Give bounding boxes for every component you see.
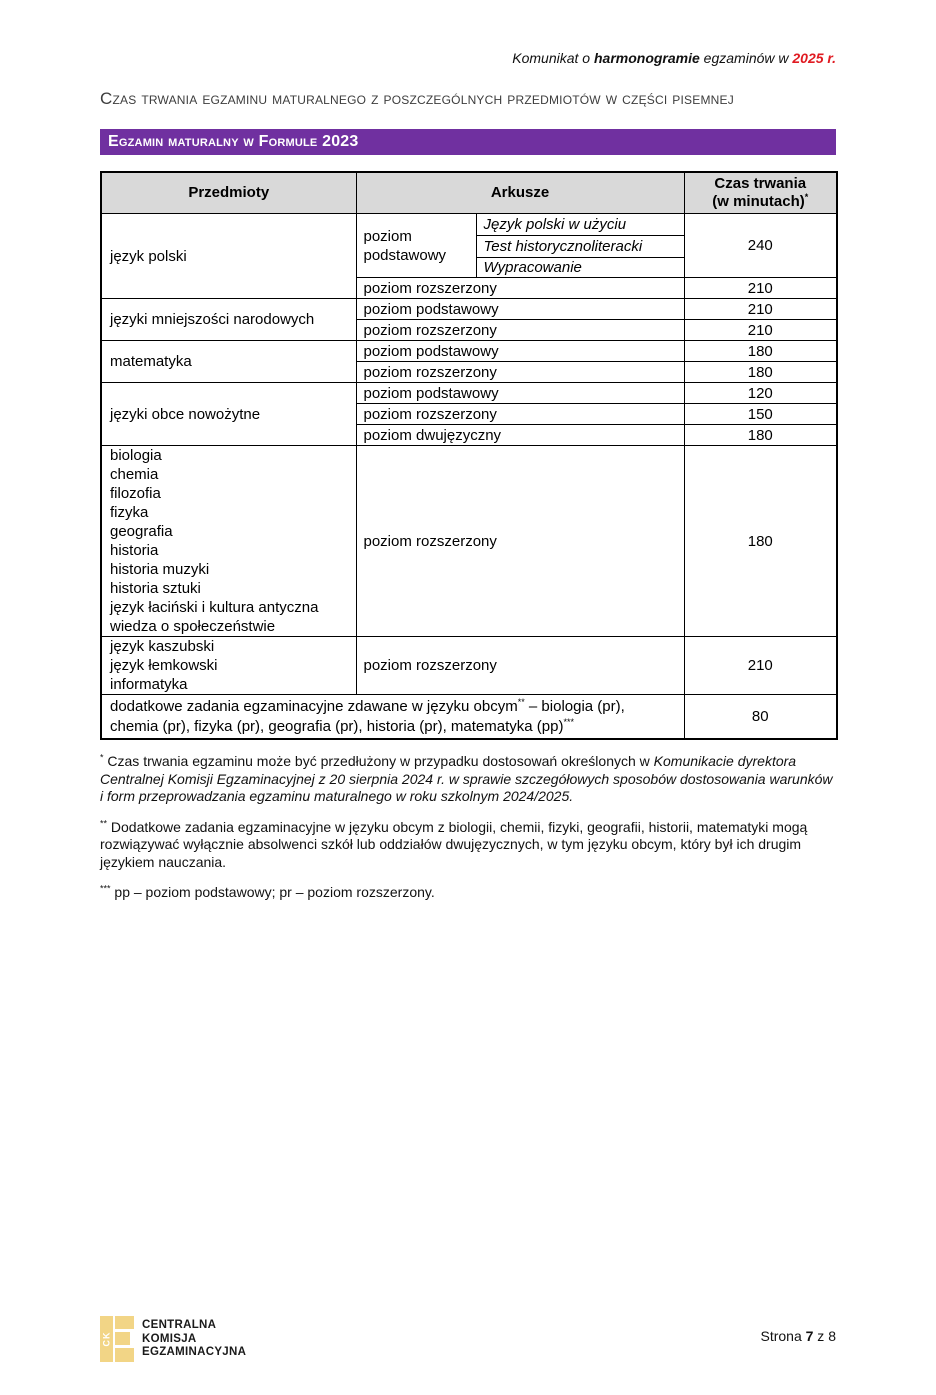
subject-cell: języki mniejszości narodowych: [101, 299, 356, 341]
subject-line: historia sztuki: [110, 580, 201, 597]
cke-org-line1: CENTRALNA: [142, 1319, 217, 1331]
time-cell: 240: [684, 214, 837, 278]
level-cell: poziom rozszerzony: [356, 446, 684, 637]
additional-tasks-text: dodatkowe zadania egzaminacyjne zdawane w języku obcym: [110, 698, 518, 715]
subject-cell: języki obce nowożytne: [101, 383, 356, 446]
col-header-time-line1: Czas trwania: [714, 175, 807, 192]
header-note: [100, 50, 836, 66]
col-header-time: [684, 172, 837, 214]
footnote-3-text: pp – poziom podstawowy; pr – poziom rozszerzony.: [110, 884, 435, 900]
subject-line: wiedza o społeczeństwie: [110, 618, 276, 635]
formula-banner: Egzamin maturalny w Formule 2023: [100, 129, 836, 155]
table-row: [101, 299, 837, 320]
footnote-2-text: Dodatkowe zadania egzaminacyjne w języku obcym z biologii, chemii, fizyki, geografii, historii, matematyki mogą rozwiązywać wyłącznie absolwenci szkół lub oddziałów dwujęzycznych, w tym języku obcym, który był ich drugim językiem nauczania.: [100, 818, 808, 870]
table-row: [101, 341, 837, 362]
footnotes: [100, 753, 836, 902]
additional-tasks-text2: – biologia (pr), chemia (pr), fizyka (pr), geografia (pr), historia (pr), matematyka (pp): [110, 698, 625, 735]
time-cell: 150: [684, 404, 837, 425]
footnote-1-text: Czas trwania egzaminu może być przedłużony w przypadku dostosowań określonych w: [103, 753, 654, 769]
header-note-year: 2025 r.: [792, 50, 836, 66]
footnote-mark: *: [100, 752, 104, 763]
level-cell: poziom podstawowy: [356, 383, 684, 404]
time-cell: 210: [684, 320, 837, 341]
sheet-cell: Język polski w użyciu: [476, 214, 684, 236]
time-cell: 180: [684, 446, 837, 637]
header-note-bold: harmonogramie: [593, 50, 700, 66]
page-number-suffix: z 8: [813, 1328, 836, 1344]
footnote-2: [100, 819, 836, 872]
level-cell: poziom rozszerzony: [356, 404, 684, 425]
footnote-1-italic: Komunikacie dyrektora Centralnej Komisji Egzaminacyjnej z 20 sierpnia 2024 r. w sprawie szczegółowych sposobów dostosowania warunków i form przeprowadzania egzaminu maturalnego w roku szkolnym 2024/2025.: [100, 753, 833, 804]
table-row: [101, 637, 837, 695]
subject-line: informatyka: [110, 676, 188, 693]
cke-logo-ck-bar: CK: [100, 1316, 113, 1362]
subject-cell: matematyka: [101, 341, 356, 383]
footnote-mark: ***: [563, 716, 574, 727]
header-note-text2: egzaminów w: [699, 50, 793, 66]
subject-line: filozofia: [110, 485, 161, 502]
cke-org-line2: KOMISJA: [142, 1332, 197, 1345]
footnote-3: [100, 884, 836, 902]
table-row: [101, 214, 837, 236]
level-cell: poziom podstawowy: [356, 341, 684, 362]
level-cell: poziom dwujęzyczny: [356, 425, 684, 446]
subject-line: język łemkowski: [110, 657, 218, 674]
page-footer: [100, 1316, 836, 1362]
time-cell: 180: [684, 425, 837, 446]
cke-org-line3: EGZAMINACYJNA: [142, 1346, 247, 1358]
level-cell: poziom rozszerzony: [356, 637, 684, 695]
footnote-mark: *: [804, 192, 809, 202]
col-header-time-line2: (w minutach): [712, 193, 805, 210]
table-row: [101, 383, 837, 404]
cke-logo-e-bar-bottom: [115, 1348, 134, 1362]
level-cell: poziom rozszerzony: [356, 278, 684, 299]
footnote-1: [100, 753, 836, 806]
table-row: [101, 446, 837, 637]
subject-line: biologia: [110, 447, 162, 464]
time-cell: 180: [684, 362, 837, 383]
subject-group-cell: [101, 637, 356, 695]
col-header-subjects: Przedmioty: [101, 172, 356, 214]
level-cell: poziom rozszerzony: [356, 320, 684, 341]
header-note-text: Komunikat o: [512, 50, 594, 66]
time-cell: 210: [684, 278, 837, 299]
document-page: [0, 50, 936, 1395]
cke-logo-e-bar-top: [115, 1316, 134, 1329]
subject-line: geografia: [110, 523, 173, 540]
page-title: Czas trwania egzaminu maturalnego z poszczególnych przedmiotów w części pisemnej: [100, 89, 734, 108]
cke-logo-e-bar-middle: [115, 1332, 130, 1345]
page-number: [760, 1316, 836, 1344]
table-row: [101, 695, 837, 740]
level-cell: poziom podstawowy: [356, 299, 684, 320]
table-header-row: [101, 172, 837, 214]
subject-line: fizyka: [110, 504, 149, 521]
sheet-cell: Wypracowanie: [476, 258, 684, 278]
time-cell: 120: [684, 383, 837, 404]
footnote-mark: ***: [100, 883, 111, 894]
page-content: [0, 50, 936, 902]
level-cell: poziom rozszerzony: [356, 362, 684, 383]
subject-line: historia muzyki: [110, 561, 210, 578]
subject-line: historia: [110, 542, 159, 559]
subject-group-cell: [101, 446, 356, 637]
time-cell: 210: [684, 299, 837, 320]
time-cell: 80: [684, 695, 837, 740]
cke-org-name: [142, 1316, 246, 1360]
col-header-sheets: Arkusze: [356, 172, 684, 214]
sheet-cell: Test historycznoliteracki: [476, 236, 684, 258]
page-number-prefix: Strona: [760, 1328, 806, 1344]
page-number-current: 7: [805, 1328, 814, 1344]
exam-duration-table: [100, 171, 838, 740]
cke-logo: [100, 1316, 246, 1362]
time-cell: 210: [684, 637, 837, 695]
subject-line: chemia: [110, 466, 159, 483]
subject-cell: język polski: [101, 214, 356, 299]
subject-line: język łaciński i kultura antyczna: [110, 599, 319, 616]
time-cell: 180: [684, 341, 837, 362]
cke-logo-icon: [100, 1316, 134, 1362]
level-cell: poziom podstawowy: [356, 214, 476, 278]
footnote-mark: **: [100, 817, 108, 828]
subject-line: język kaszubski: [110, 638, 215, 655]
footnote-mark: **: [517, 697, 525, 707]
additional-tasks-cell: [101, 695, 684, 740]
